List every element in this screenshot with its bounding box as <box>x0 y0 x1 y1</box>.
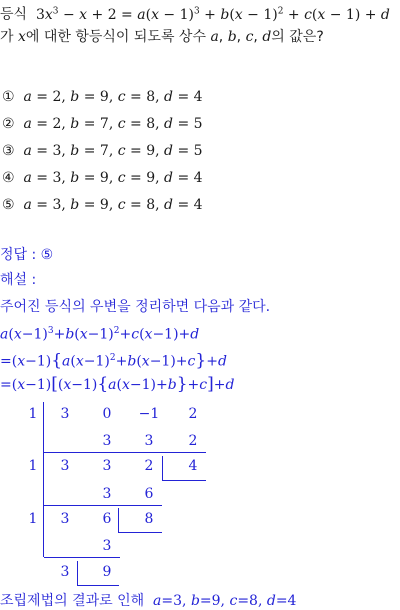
cell: 3 <box>102 538 112 554</box>
solution-conclusion: 조립제법의 결과로 인해 a=3, b=9, c=8, d=4 <box>0 593 297 609</box>
question-equation-line <box>0 2 390 24</box>
remainder-c: 8 <box>144 511 154 527</box>
option-marker: ④ <box>2 170 15 186</box>
question-suffix: 의 값은? <box>271 29 324 45</box>
cell: 6 <box>144 486 154 502</box>
remainder-d: 4 <box>188 458 198 474</box>
conclusion-text: 조립제법의 결과로 인해 <box>0 593 145 609</box>
cell: 3 <box>102 458 112 474</box>
cell: −1 <box>138 406 160 422</box>
option-marker: ① <box>2 89 15 105</box>
answer-value: ⑤ <box>40 247 54 263</box>
option-marker: ③ <box>2 143 15 159</box>
divisor: 1 <box>28 511 38 527</box>
divisor: 1 <box>28 458 38 474</box>
cell: 3 <box>60 458 70 474</box>
question-equation: $3x^3 - x + 2 = a(x - 1)^3 + b(x - 1)^2 + c(x - 1) + d$ <box>31 6 390 23</box>
question-ga: 가 <box>0 29 14 45</box>
synthetic-division-table <box>0 400 400 590</box>
option-4[interactable]: ④ a = 3, b = 9, c = 9, d = 4 <box>2 170 203 186</box>
option-3[interactable]: ③ a = 3, b = 7, c = 9, d = 5 <box>2 143 203 159</box>
cell: 3 <box>102 433 112 449</box>
cell: 2 <box>188 433 198 449</box>
solution-label: 해설 : <box>0 272 37 288</box>
answer-line <box>0 246 53 264</box>
cell: 6 <box>102 511 112 527</box>
divisor: 1 <box>28 406 38 422</box>
cell: 3 <box>60 406 70 422</box>
quotient-a: 3 <box>60 564 70 580</box>
question-mid: 에 대한 항등식이 되도록 상수 <box>25 29 206 45</box>
option-2[interactable]: ② a = 2, b = 7, c = 8, d = 5 <box>2 116 203 132</box>
cell: 3 <box>60 511 70 527</box>
question-text-line: 가 x에 대한 항등식이 되도록 상수 a, b, c, d의 값은? <box>0 29 324 45</box>
cell: 0 <box>102 406 112 422</box>
solution-expression-3: =(x−1)[(x−1){a(x−1)+b}+c]+d <box>0 374 235 394</box>
solution-expression-2: $=(x-1)\{a(x-1)^2+b(x-1)+c\}+d$ <box>0 350 227 371</box>
solution-expression-1: $a(x-1)^3+b(x-1)^2+c(x-1)+d$ <box>0 326 200 343</box>
answer-label: 정답 : <box>0 247 37 263</box>
option-1[interactable]: ① a = 2, b = 9, c = 8, d = 4 <box>2 89 203 105</box>
cell: 3 <box>102 486 112 502</box>
option-5[interactable]: ⑤ a = 3, b = 9, c = 8, d = 4 <box>2 197 203 213</box>
cell: 3 <box>144 433 154 449</box>
option-marker: ⑤ <box>2 197 15 213</box>
cell: 2 <box>144 458 154 474</box>
remainder-b: 9 <box>102 564 112 580</box>
question-prefix: 등식 <box>0 6 28 23</box>
cell: 2 <box>188 406 198 422</box>
option-marker: ② <box>2 116 15 132</box>
solution-intro: 주어진 등식의 우변을 정리하면 다음과 같다. <box>0 299 271 315</box>
